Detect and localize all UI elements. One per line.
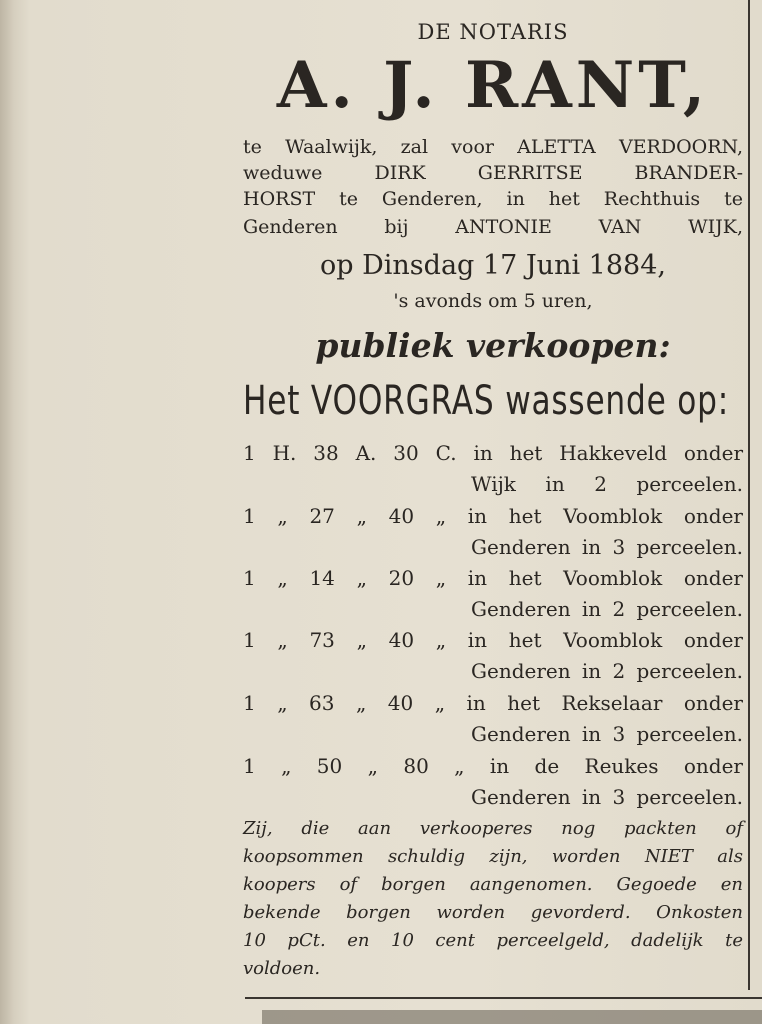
parcel-3-sub: Genderen in 2 perceelen. — [471, 597, 743, 621]
parcel-1-sub: Wijk in 2 perceelen. — [471, 472, 743, 496]
note-line-3: koopers of borgen aangenomen. Gegoede en — [243, 874, 743, 895]
parcel-6-line: 1 „ 50 „ 80 „ in de Reukes onder — [243, 754, 743, 778]
parcel-2-line: 1 „ 27 „ 40 „ in het Voomblok onder — [243, 504, 743, 528]
intro-line-3: HORST te Genderen, in het Rechthuis te — [243, 188, 743, 210]
intro-line-4: Genderen bij ANTONIE VAN WIJK, — [243, 216, 743, 238]
note-line-2: koopsommen schuldig zijn, worden NIET als — [243, 846, 743, 867]
parcel-5-sub: Genderen in 3 perceelen. — [471, 722, 743, 746]
note-line-5: 10 pCt. en 10 cent perceelgeld, dadelijk te — [243, 930, 743, 951]
sale-date: op Dinsdag 17 Juni 1884, — [320, 250, 666, 281]
column-rule-bottom — [245, 997, 762, 999]
next-article-edge — [262, 1010, 762, 1024]
parcel-2-sub: Genderen in 3 perceelen. — [471, 535, 743, 559]
sale-time: 's avonds om 5 uren, — [393, 290, 593, 312]
parcel-5-line: 1 „ 63 „ 40 „ in het Rekselaar onder — [243, 691, 743, 715]
parcel-6-sub: Genderen in 3 perceelen. — [471, 785, 743, 809]
sale-heading: Het VOORGRAS wassende op: — [243, 378, 730, 424]
intro-line-1: te Waalwijk, zal voor ALETTA VERDOORN, — [243, 136, 743, 158]
note-line-4: bekende borgen worden gevorderd. Onkosten — [243, 902, 743, 923]
parcel-4-sub: Genderen in 2 perceelen. — [471, 659, 743, 683]
parcel-1-line: 1 H. 38 A. 30 C. in het Hakkeveld onder — [243, 441, 743, 465]
sale-type: publiek verkoopen: — [315, 326, 671, 365]
notaris-label: DE NOTARIS — [417, 20, 569, 44]
parcel-3-line: 1 „ 14 „ 20 „ in het Voomblok onder — [243, 566, 743, 590]
intro-line-2: weduwe DIRK GERRITSE BRANDER- — [243, 162, 743, 184]
note-line-6: voldoen. — [243, 958, 321, 979]
notary-name: A. J. RANT, — [276, 48, 710, 123]
column-rule-right — [748, 0, 750, 990]
parcel-4-line: 1 „ 73 „ 40 „ in het Voomblok onder — [243, 628, 743, 652]
note-line-1: Zij, die aan verkooperes nog packten of — [243, 818, 743, 839]
